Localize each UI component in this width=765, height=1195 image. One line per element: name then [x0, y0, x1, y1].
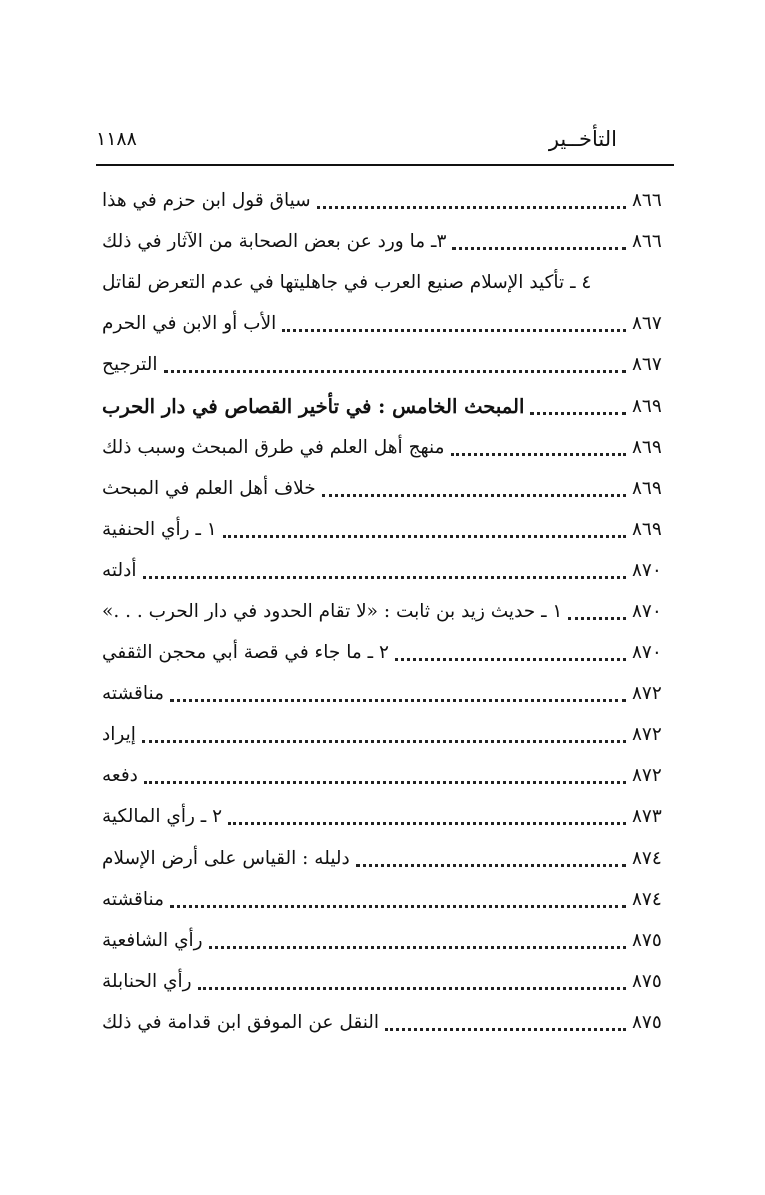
toc-entry-title: ٣ـ ما ورد عن بعض الصحابة من الآثار في ذلك — [102, 231, 447, 253]
toc-entry-page: ٨٦٩ — [632, 436, 662, 458]
table-of-contents — [96, 180, 676, 1043]
toc-entry-page: ٨٧٥ — [632, 929, 662, 951]
toc-entry-title: المبحث الخامس : في تأخير القصاص في دار الحرب — [102, 394, 525, 418]
running-title: التأخــير — [548, 127, 617, 151]
toc-entry-title: ٢ ـ رأي المالكية — [102, 806, 223, 828]
dot-leader — [568, 599, 626, 620]
toc-entry — [96, 920, 676, 961]
dot-leader — [144, 763, 626, 784]
dot-leader — [451, 435, 626, 456]
toc-entry-page: ٨٧٢ — [632, 683, 662, 705]
toc-entry-title: الأب أو الابن في الحرم — [102, 313, 277, 335]
toc-entry — [96, 427, 676, 468]
toc-entry-page: ٨٦٦ — [632, 231, 662, 253]
toc-entry — [96, 303, 676, 344]
toc-entry-page: ٨٧٠ — [632, 600, 662, 622]
dot-leader — [143, 558, 626, 579]
toc-entry — [96, 879, 676, 920]
toc-entry — [96, 961, 676, 1002]
dot-leader — [452, 229, 626, 250]
toc-entry-page: ٨٧٣ — [632, 806, 662, 828]
toc-entry-page: ٨٦٧ — [632, 313, 662, 335]
toc-entry-title: دفعه — [102, 765, 138, 787]
toc-entry — [96, 180, 676, 221]
toc-entry-title: منهج أهل العلم في طرق المبحث وسبب ذلك — [102, 436, 445, 458]
dot-leader — [209, 928, 626, 949]
toc-entry — [96, 1002, 676, 1043]
toc-entry-page: ٨٧٢ — [632, 765, 662, 787]
toc-entry-title: رأي الحنابلة — [102, 970, 192, 992]
dot-leader — [164, 352, 626, 373]
toc-entry-title: مناقشته — [102, 888, 164, 910]
toc-entry-title: إيراد — [102, 724, 136, 746]
toc-entry-title: ٢ ـ ما جاء في قصة أبي محجن الثقفي — [102, 642, 389, 664]
dot-leader — [395, 640, 626, 661]
toc-entry — [96, 221, 676, 262]
toc-entry — [96, 509, 676, 550]
toc-entry-page: ٨٦٩ — [632, 395, 662, 417]
toc-entry — [96, 468, 676, 509]
toc-entry-page: ٨٧٥ — [632, 1011, 662, 1033]
toc-entry — [96, 838, 676, 879]
toc-entry-page: ٨٧٠ — [632, 559, 662, 581]
toc-entry-title: خلاف أهل العلم في المبحث — [102, 477, 316, 499]
dot-leader — [223, 517, 626, 538]
dot-leader — [170, 887, 626, 908]
toc-entry-page: ٨٧٠ — [632, 642, 662, 664]
toc-entry-title: ١ ـ حديث زيد بن ثابت : «لا تقام الحدود في دار الحرب . . .» — [102, 600, 563, 622]
toc-entry — [96, 632, 676, 673]
dot-leader — [317, 188, 626, 209]
toc-entry-page: ٨٦٦ — [632, 190, 662, 212]
toc-entry-page: ٨٧٢ — [632, 724, 662, 746]
dot-leader — [170, 681, 626, 702]
toc-entry-title: سياق قول ابن حزم في هذا — [102, 190, 311, 212]
toc-entry — [96, 591, 676, 632]
dot-leader — [282, 311, 626, 332]
toc-entry-title: دليله : القياس على أرض الإسلام — [102, 847, 350, 869]
toc-entry — [96, 673, 676, 714]
dot-leader — [385, 1010, 626, 1031]
toc-entry-title: رأي الشافعية — [102, 929, 203, 951]
toc-entry-title: مناقشته — [102, 683, 164, 705]
dot-leader — [228, 804, 626, 825]
toc-entry — [96, 796, 676, 837]
toc-entry — [96, 385, 676, 426]
toc-entry — [96, 344, 676, 385]
dot-leader — [356, 846, 626, 867]
toc-entry-page: ٨٧٥ — [632, 970, 662, 992]
toc-entry-page: ٨٧٤ — [632, 847, 662, 869]
dot-leader — [198, 969, 626, 990]
toc-entry-title: النقل عن الموفق ابن قدامة في ذلك — [102, 1011, 380, 1033]
toc-entry — [96, 755, 676, 796]
dot-leader — [530, 394, 626, 415]
toc-entry-page: ٨٧٤ — [632, 888, 662, 910]
toc-entry-page: ٨٦٧ — [632, 354, 662, 376]
toc-entry-title: ٤ ـ تأكيد الإسلام صنيع العرب في جاهليتها في عدم التعرض لقاتل — [102, 272, 592, 294]
toc-entry-title: أدلته — [102, 559, 137, 581]
toc-entry-page: ٨٦٩ — [632, 518, 662, 540]
dot-leader — [322, 476, 626, 497]
header-rule — [96, 164, 674, 166]
page-number: ١١٨٨ — [96, 128, 137, 150]
toc-entry-title: الترجيح — [102, 354, 158, 376]
toc-entry — [96, 714, 676, 755]
toc-entry-title: ١ ـ رأي الحنفية — [102, 518, 217, 540]
dot-leader — [142, 722, 626, 743]
toc-entry — [96, 262, 676, 303]
toc-entry-page: ٨٦٩ — [632, 477, 662, 499]
toc-entry — [96, 550, 676, 591]
